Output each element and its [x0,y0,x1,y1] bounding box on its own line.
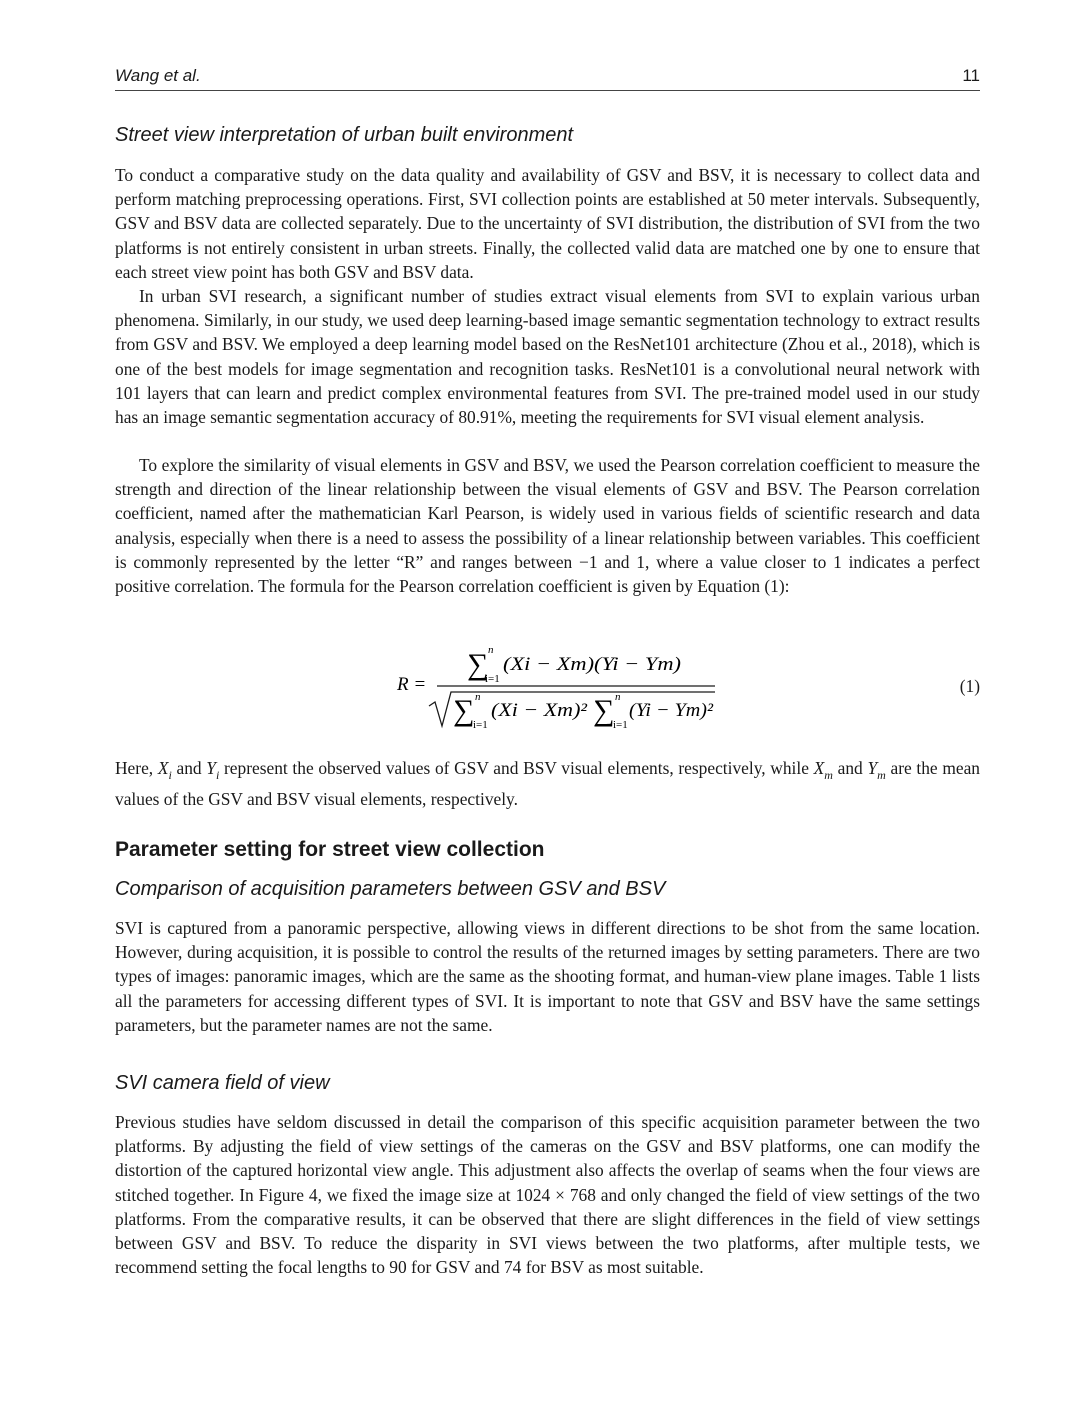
where-text-5: are the mean values of the GSV and BSV visual elements, respectively. [115,758,980,810]
paragraph-data-collection: To conduct a comparative study on the data quality and availability of GSV and BSV, it is necessary to collect data and perform matching preprocessing operations. First, SVI collection points are established at 50 meter intervals. Subsequently, GSV and BSV data are collected separately. Due to the uncertainty of SVI distribution, the distribution of SVI from the two platforms is not entirely consistent in urban streets. Finally, the collected valid data are matched one by one to ensure that each street view point has both GSV and BSV data. [115,165,980,282]
equation-graphic [115,640,980,740]
paragraph-acquisition-parameters: SVI is captured from a panoramic perspective, allowing views in different directions to be shot from the same location. However, during acquisition, it is possible to control the results of the returned images by setting parameters. There are two types of images: panoramic images, which are the same as the shooting format, and human-view plane images. Table 1 lists all the parameters for accessing different types of SVI. It is important to note that GSV and BSV have the same settings parameters, but the parameter names are not the same. [115,918,980,1035]
symbol-y-mean: Y [867,758,878,778]
numerator-sum-icon: ∑ [467,648,489,681]
paragraph-equation-explanation [115,756,980,811]
header-authors: Wang et al. [115,66,201,85]
subscript-i-y: i [215,768,220,782]
paragraph-pearson-correlation: To explore the similarity of visual elements in GSV and BSV, we used the Pearson correlation coefficient to measure the strength and direction of the linear relationship between the visual elements of GSV and BSV. The Pearson correlation coefficient, named after the mathematician Karl Pearson, is widely used in various fields of scientific research and data analysis, especially when there is a need to assess the possibility of a linear relationship between variables. This coefficient is commonly represented by the letter “R” and ranges between −1 and 1, where a value closer to 1 indicates a perfect positive correlation. The formula for the Pearson correlation coefficient is given by Equation (1): [115,455,980,597]
equation-number: (1) [959,676,980,696]
symbol-y: Y [206,758,216,778]
numerator-term: (Xi − Xm)(Yi − Ym) [503,654,681,675]
denominator-sum-y-upper: n [615,691,621,703]
denominator-sum-x-icon: ∑ [453,694,475,727]
symbol-x-mean: X [813,758,825,778]
denominator-sum-y-icon: ∑ [593,694,615,727]
paragraph-camera-fov: Previous studies have seldom discussed in detail the comparison of this specific acquisition parameter between the two platforms. By adjusting the field of view settings of the cameras on the GSV and BSV platforms, one can modify the distortion of the captured horizontal view angle. This adjustment also affects the overlap of seams when the four views are stitched together. In Figure 4, we fixed the image size at 1024 × 768 and only changed the field of view settings of the two platforms. From the comparative results, it can be observed that there are slight differences in the field of view settings between GSV and BSV. To reduce the disparity in SVI views between the two platforms, after multiple tests, we recommend setting the focal lengths to 90 for GSV and 74 for BSV as most suitable. [115,1112,980,1278]
running-header [115,64,980,91]
where-text-4: and [832,758,868,778]
denominator-sum-x-lower: i=1 [473,719,488,731]
where-text-1: Here, [115,758,158,778]
subscript-m-y: m [877,768,886,782]
denominator-sum-y-lower: i=1 [613,719,628,731]
page-number: 11 [962,66,980,85]
denominator-y-term: (Yi − Ym)² [629,700,714,721]
subscript-i: i [168,768,172,782]
denominator-x-term: (Xi − Xm)² [491,700,588,721]
equation-lhs: R = [397,674,427,695]
symbol-x: X [157,758,169,778]
paragraph-semantic-segmentation: In urban SVI research, a significant number of studies extract visual elements from SVI to explain various urban phenomena. Similarly, in our study, we used deep learning-based image semantic segmentation technology to extract results from GSV and BSV. We employed a deep learning model based on the ResNet101 architecture (Zhou et al., 2018), which is one of the best models for image segmentation and recognition tasks. ResNet101 is a convolutional neural network with 101 layers that can learn and predict complex environmental features from SVI. The pre-trained model used in our study has an image semantic segmentation accuracy of 80.91%, meeting the requirements for SVI visual element analysis. [115,286,980,428]
where-text-2: and [171,758,207,778]
denominator-sum-x-upper: n [475,691,481,703]
section-heading-parameter-setting: Parameter setting for street view collection [115,838,545,861]
section-heading-street-view-interpretation: Street view interpretation of urban built environment [115,124,574,146]
subsection-heading-acquisition-parameters: Comparison of acquisition parameters between GSV and BSV [115,878,666,900]
equation-pearson [115,640,980,740]
where-text-3: represent the observed values of GSV and BSV visual elements, respectively, while [219,758,814,778]
numerator-sum-upper: n [488,644,494,656]
numerator-sum-lower: i=1 [485,673,500,685]
subscript-m: m [824,768,833,782]
subsection-heading-camera-fov: SVI camera field of view [115,1072,330,1094]
